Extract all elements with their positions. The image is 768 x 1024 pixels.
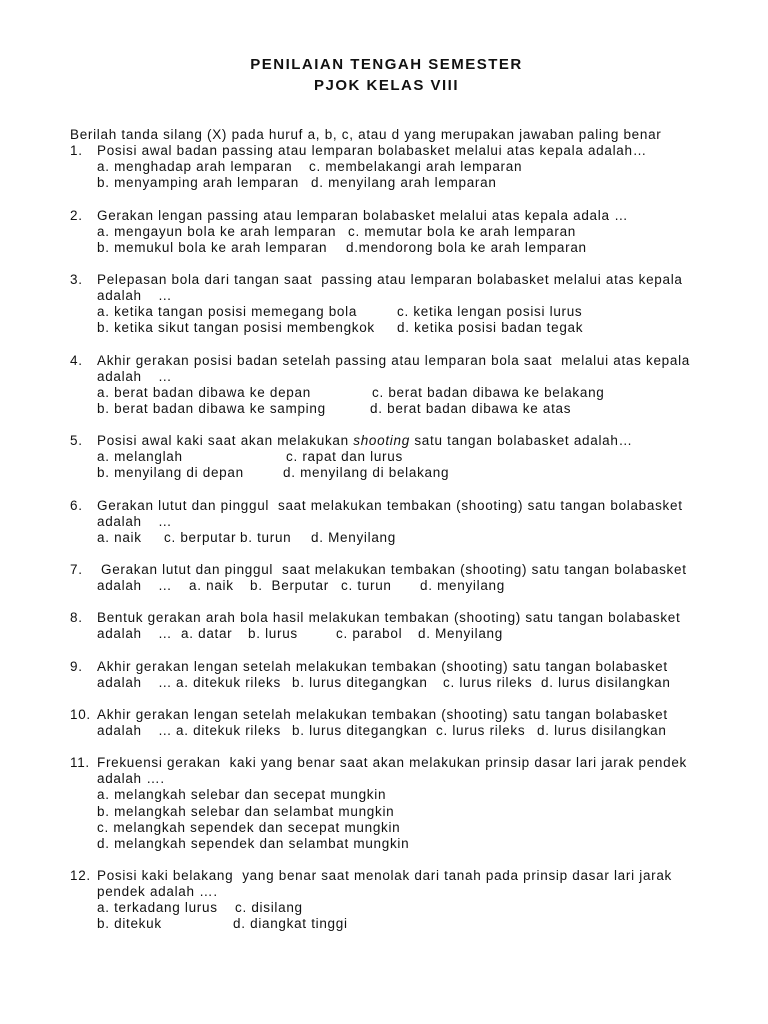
instruction-text: Berilah tanda silang (X) pada huruf a, b, c, atau d yang merupakan jawaban paling benar <box>70 127 662 142</box>
question-7 <box>0 562 768 594</box>
option-c: c. lurus rileks <box>436 723 526 739</box>
question-number: 3. <box>70 271 83 287</box>
question-text: Akhir gerakan lengan setelah melakukan tembakan (shooting) satu tangan bolabasket <box>97 658 668 674</box>
instruction-line <box>0 127 768 143</box>
question-11 <box>0 755 768 852</box>
question-line <box>0 723 768 739</box>
question-text: Akhir gerakan posisi badan setelah passing atau lemparan bola saat melalui atas kepala <box>97 352 690 368</box>
question-text-end: adalah <box>97 723 142 739</box>
question-line <box>0 288 768 304</box>
question-text: Pelepasan bola dari tangan saat passing atau lemparan bolabasket melalui atas kepala <box>97 271 683 287</box>
option-c: c. berputar <box>164 529 237 545</box>
option-c: c. parabol <box>336 626 403 642</box>
question-10 <box>0 707 768 739</box>
option-b: b. lurus ditegangkan <box>292 723 428 739</box>
question-line <box>0 353 768 369</box>
question-2 <box>0 208 768 256</box>
question-6 <box>0 498 768 546</box>
question-number: 8. <box>70 610 83 626</box>
option-row <box>0 240 768 256</box>
question-line <box>0 498 768 514</box>
option-row <box>0 320 768 336</box>
option-row <box>0 836 768 852</box>
option-d: d. lurus disilangkan <box>541 674 671 690</box>
question-line <box>0 884 768 900</box>
answer-blank: … <box>158 288 173 304</box>
question-line <box>0 868 768 884</box>
option-d: d. menyilang <box>420 578 505 594</box>
option-row <box>0 465 768 481</box>
option-row <box>0 385 768 401</box>
option-c: c. ketika lengan posisi lurus <box>397 304 583 320</box>
option-row <box>0 159 768 175</box>
option-b: b. ketika sikut tangan posisi membengkok <box>97 320 375 336</box>
question-line <box>0 659 768 675</box>
option-row <box>0 401 768 417</box>
option-d: d. ketika posisi badan tegak <box>397 320 584 336</box>
question-text: Gerakan lengan passing atau lemparan bolabasket melalui atas kepala adala … <box>97 207 629 223</box>
option-row <box>0 804 768 820</box>
question-number: 2. <box>70 207 83 223</box>
option-a: a. terkadang lurus <box>97 900 218 916</box>
option-a: a. melanglah <box>97 449 183 465</box>
question-line <box>0 675 768 691</box>
option-a: a. berat badan dibawa ke depan <box>97 384 311 400</box>
question-text-part: satu tangan bolabasket adalah… <box>409 433 633 449</box>
option-row <box>0 916 768 932</box>
option-row <box>0 900 768 916</box>
question-text-part: Posisi awal kaki saat akan melakukan <box>97 433 354 449</box>
question-line <box>0 578 768 594</box>
question-4 <box>0 353 768 417</box>
option-c: c. berat badan dibawa ke belakang <box>372 384 605 400</box>
option-b: b. berat badan dibawa ke samping <box>97 400 326 416</box>
question-number: 6. <box>70 497 83 513</box>
option-c: c. membelakangi arah lemparan <box>309 159 523 175</box>
question-text: Bentuk gerakan arah bola hasil melakukan tembakan (shooting) satu tangan bolabasket <box>97 610 681 626</box>
question-number: 7. <box>70 561 83 577</box>
question-text-end: adalah <box>97 288 142 304</box>
option-a: a. menghadap arah lemparan <box>97 159 293 175</box>
question-line <box>0 433 768 449</box>
option-b: b. Berputar <box>250 578 329 594</box>
question-text-end: adalah <box>97 578 142 594</box>
question-text: Gerakan lutut dan pinggul saat melakukan tembakan (shooting) satu tangan bolabasket <box>101 561 687 577</box>
question-text: Posisi awal badan passing atau lemparan bolabasket melalui atas kepala adalah… <box>97 143 647 159</box>
question-number: 5. <box>70 433 83 449</box>
option-c: c. turun <box>341 578 392 594</box>
question-line <box>0 143 768 159</box>
question-text: Gerakan lutut dan pinggul saat melakukan tembakan (shooting) satu tangan bolabasket <box>97 497 683 513</box>
option-row <box>0 530 768 546</box>
option-b: b. menyamping arah lemparan <box>97 175 300 191</box>
option-b: b. ditekuk <box>97 916 162 932</box>
option-d: d. Menyilang <box>311 529 396 545</box>
option-a: a. ditekuk rileks <box>176 674 281 690</box>
answer-blank: … <box>158 723 173 739</box>
question-text: Frekuensi gerakan kaki yang benar saat akan melakukan prinsip dasar lari jarak pendek <box>97 755 687 771</box>
option-a: a. mengayun bola ke arah lemparan <box>97 223 337 239</box>
italic-term: shooting <box>353 433 410 449</box>
option-a: a. naik <box>189 578 234 594</box>
question-12 <box>0 868 768 932</box>
option-row <box>0 224 768 240</box>
option-d: d. melangkah sependek dan selambat mungkin <box>97 835 410 851</box>
answer-blank: … <box>158 626 173 642</box>
option-row <box>0 820 768 836</box>
question-number: 11. <box>70 755 90 771</box>
question-line <box>0 272 768 288</box>
question-9 <box>0 659 768 691</box>
question-number: 1. <box>70 143 83 159</box>
question-8 <box>0 610 768 642</box>
question-text: Akhir gerakan lengan setelah melakukan tembakan (shooting) satu tangan bolabasket <box>97 706 668 722</box>
option-d: d. menyilang arah lemparan <box>311 175 497 191</box>
question-line <box>0 610 768 626</box>
question-text-end: pendek adalah …. <box>97 884 218 900</box>
question-5 <box>0 433 768 481</box>
option-row <box>0 449 768 465</box>
option-b: b. memukul bola ke arah lemparan <box>97 239 328 255</box>
option-row <box>0 304 768 320</box>
question-text-end: adalah <box>97 674 142 690</box>
option-d: d.mendorong bola ke arah lemparan <box>346 239 587 255</box>
option-c: c. melangkah sependek dan secepat mungkin <box>97 819 401 835</box>
question-text-end: adalah <box>97 626 142 642</box>
question-number: 10. <box>70 706 91 722</box>
page-title: PENILAIAN TENGAH SEMESTER <box>250 56 523 73</box>
option-a: a. ketika tangan posisi memegang bola <box>97 304 358 320</box>
question-line <box>0 771 768 787</box>
question-number: 4. <box>70 352 83 368</box>
option-b: b. lurus <box>248 626 298 642</box>
question-line <box>0 707 768 723</box>
question-number: 12. <box>70 868 91 884</box>
option-c: c. memutar bola ke arah lemparan <box>348 223 576 239</box>
answer-blank: … <box>158 513 173 529</box>
option-d: d. lurus disilangkan <box>537 723 667 739</box>
question-text <box>97 433 633 449</box>
option-row <box>0 175 768 191</box>
option-b: b. turun <box>240 529 292 545</box>
question-text-end: adalah …. <box>97 771 165 787</box>
option-b: b. lurus ditegangkan <box>292 674 428 690</box>
option-a: a. datar <box>181 626 233 642</box>
answer-blank: … <box>158 368 173 384</box>
option-d: d. diangkat tinggi <box>233 916 348 932</box>
question-text-end: adalah <box>97 368 142 384</box>
question-line <box>0 626 768 642</box>
option-row <box>0 787 768 803</box>
option-d: d. berat badan dibawa ke atas <box>370 400 572 416</box>
question-list <box>0 127 768 949</box>
question-line <box>0 369 768 385</box>
option-b: b. menyilang di depan <box>97 465 244 481</box>
answer-blank: … <box>158 674 173 690</box>
option-c: c. disilang <box>235 900 303 916</box>
option-c: c. lurus rileks <box>443 674 533 690</box>
option-a: a. ditekuk rileks <box>176 723 281 739</box>
question-line <box>0 208 768 224</box>
question-text-end: adalah <box>97 513 142 529</box>
question-line <box>0 562 768 578</box>
question-line <box>0 514 768 530</box>
question-line <box>0 755 768 771</box>
answer-blank: … <box>158 578 173 594</box>
question-text: Posisi kaki belakang yang benar saat menolak dari tanah pada prinsip dasar lari jarak <box>97 868 672 884</box>
page-subtitle: PJOK KELAS VIII <box>313 77 460 94</box>
option-c: c. rapat dan lurus <box>286 449 403 465</box>
option-d: d. menyilang di belakang <box>283 465 450 481</box>
option-d: d. Menyilang <box>418 626 503 642</box>
question-3 <box>0 272 768 336</box>
option-b: b. melangkah selebar dan selambat mungkin <box>97 803 395 819</box>
question-1 <box>0 143 768 191</box>
option-a: a. naik <box>97 529 142 545</box>
option-a: a. melangkah selebar dan secepat mungkin <box>97 787 387 803</box>
question-number: 9. <box>70 658 83 674</box>
